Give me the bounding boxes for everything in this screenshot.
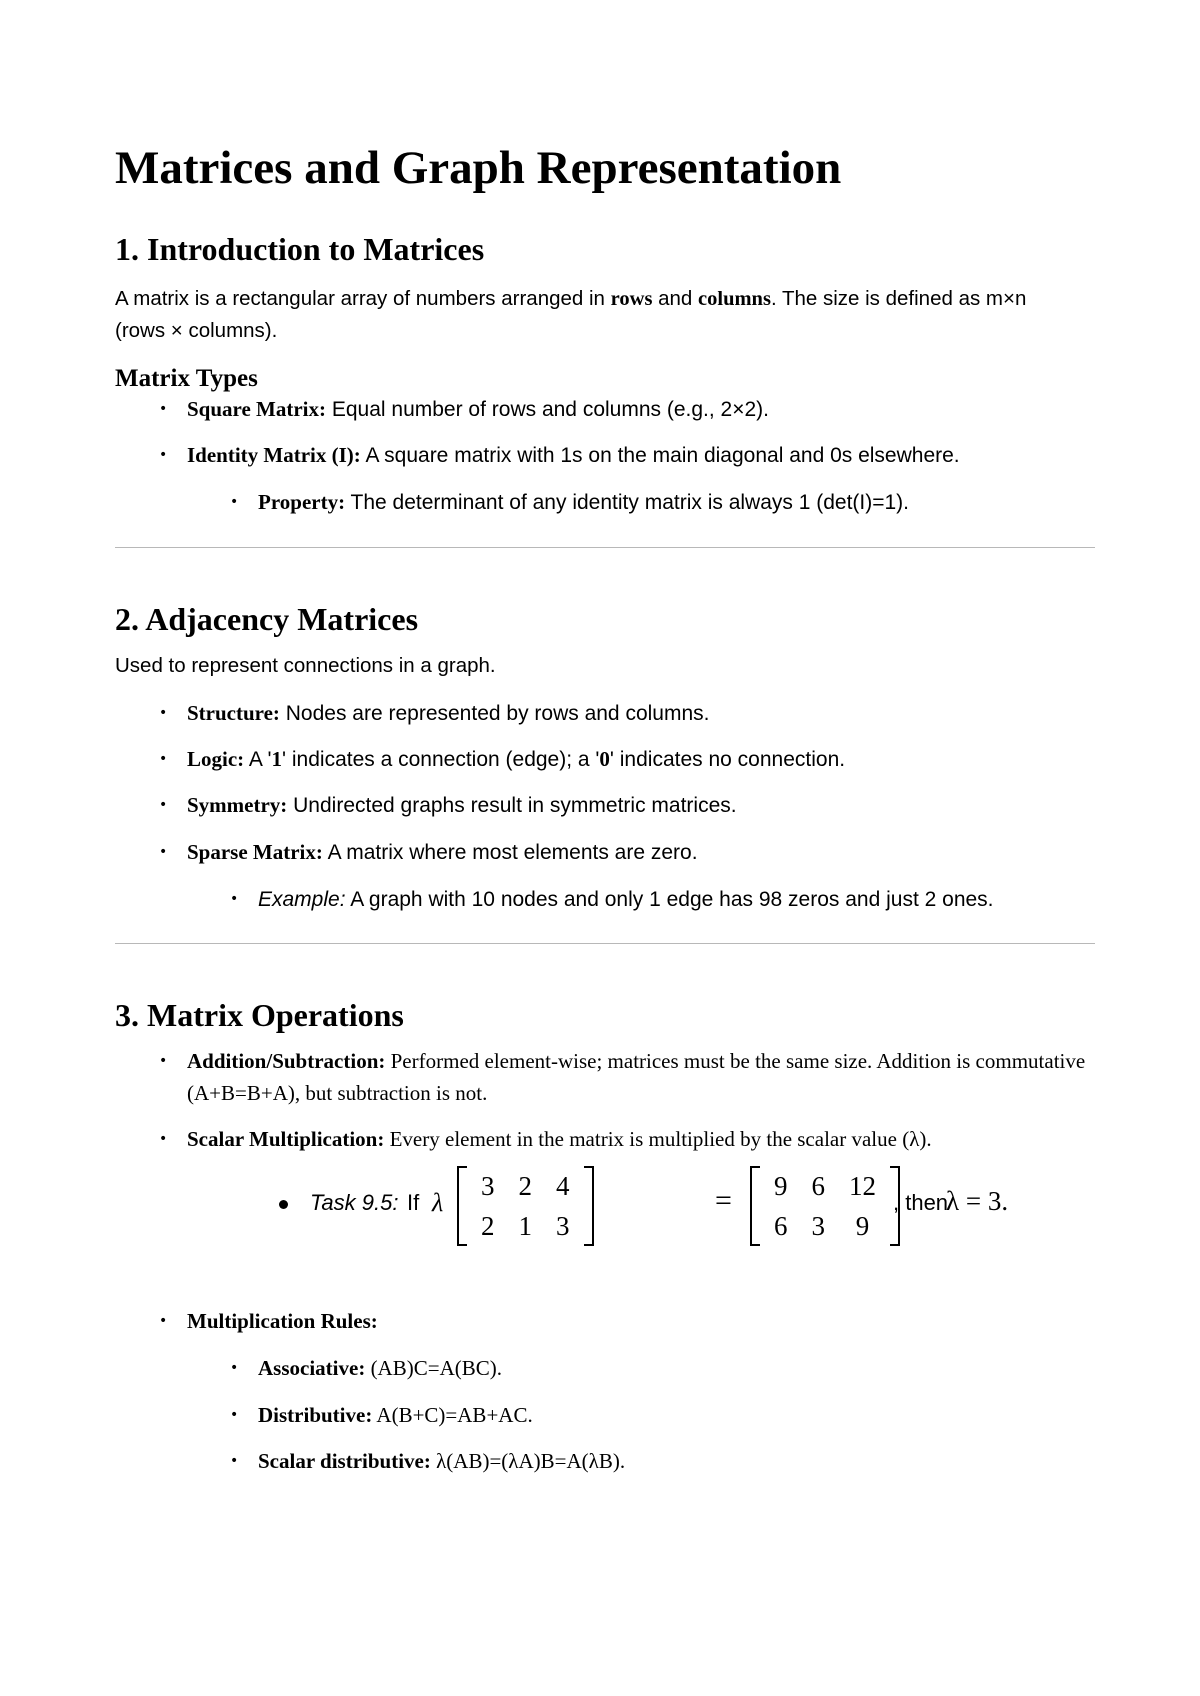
list-item: • Example: A graph with 10 nodes and only 1 edge has 98 zeros and just 2 ones. [258, 883, 1088, 916]
matrix-cell: 3 [811, 1211, 825, 1241]
bullet-icon: • [159, 705, 168, 721]
page-title: Matrices and Graph Representation [115, 142, 842, 194]
list-item: • Multiplication Rules: [187, 1305, 1087, 1337]
list-item: • Addition/Subtraction: Performed element-wise; matrices must be the same size. Addition is commutative (A+B=B+A), but subtraction is not. [187, 1045, 1087, 1109]
bullet-icon: • [230, 1360, 239, 1376]
bullet-icon [279, 1200, 288, 1209]
list-item: • Logic: A '1' indicates a connection (edge); a '0' indicates no connection. [187, 743, 1087, 776]
bullet-icon: • [159, 1053, 168, 1069]
matrix-cell: 1 [518, 1211, 532, 1241]
list-item: • Identity Matrix (I): A square matrix with 1s on the main diagonal and 0s elsewhere. [187, 439, 1087, 472]
task-result: λ = 3. [946, 1186, 1009, 1216]
right-matrix [750, 1166, 900, 1246]
bullet-icon: • [230, 1407, 239, 1423]
matrix-cell: 2 [518, 1171, 532, 1201]
divider [115, 547, 1095, 548]
bullet-icon: • [159, 751, 168, 767]
matrix-cell: 6 [774, 1211, 788, 1241]
section-heading-operations: 3. Matrix Operations [115, 997, 404, 1033]
task-formula [115, 1166, 1009, 1256]
bullet-icon: • [159, 401, 168, 417]
bullet-icon: • [230, 891, 239, 907]
list-item: • Distributive: A(B+C)=AB+AC. [258, 1399, 1088, 1431]
divider [115, 943, 1095, 944]
task-if: If [407, 1190, 420, 1215]
intro-paragraph: A matrix is a rectangular array of numbers arranged in rows and columns. The size is defined as m×n (rows × columns). [115, 287, 1027, 342]
adjacency-intro: Used to represent connections in a graph. [115, 654, 496, 677]
bullet-icon: • [159, 797, 168, 813]
bullet-icon: • [159, 1313, 168, 1329]
list-item: • Scalar distributive: λ(AB)=(λA)B=A(λB). [258, 1445, 1088, 1477]
list-item: • Symmetry: Undirected graphs result in symmetric matrices. [187, 789, 1087, 822]
left-matrix [457, 1166, 594, 1246]
list-item: • Associative: (AB)C=A(BC). [258, 1352, 1088, 1384]
matrix-cell: 6 [811, 1171, 825, 1201]
list-item: • Structure: Nodes are represented by rows and columns. [187, 697, 1087, 730]
list-item: • Property: The determinant of any identity matrix is always 1 (det(I)=1). [258, 486, 1088, 519]
bullet-icon: • [230, 1453, 239, 1469]
list-item: • Scalar Multiplication: Every element in the matrix is multiplied by the scalar value (λ). [187, 1123, 1087, 1155]
matrix-cell: 3 [556, 1211, 570, 1241]
list-item: • Sparse Matrix: A matrix where most elements are zero. [187, 836, 1087, 869]
lambda-symbol: λ [432, 1188, 444, 1217]
equals-sign: = [715, 1184, 732, 1217]
matrix-cell: 2 [481, 1211, 495, 1241]
matrix-cell: 9 [855, 1211, 870, 1241]
bullet-icon: • [230, 494, 239, 510]
section-heading-intro: 1. Introduction to Matrices [115, 231, 485, 267]
subheading-matrix-types: Matrix Types [115, 365, 258, 392]
bullet-icon: • [159, 1131, 168, 1147]
task-then: , then [893, 1190, 949, 1215]
matrix-cell: 4 [556, 1171, 570, 1201]
bullet-icon: • [159, 447, 168, 463]
matrix-cell: 12 [849, 1171, 876, 1201]
list-item: • Square Matrix: Equal number of rows and columns (e.g., 2×2). [187, 393, 1087, 426]
bullet-icon: • [159, 844, 168, 860]
task-label: Task 9.5: [310, 1190, 399, 1215]
matrix-cell: 3 [481, 1171, 495, 1201]
section-heading-adjacency: 2. Adjacency Matrices [115, 601, 419, 637]
matrix-cell: 9 [774, 1171, 788, 1201]
